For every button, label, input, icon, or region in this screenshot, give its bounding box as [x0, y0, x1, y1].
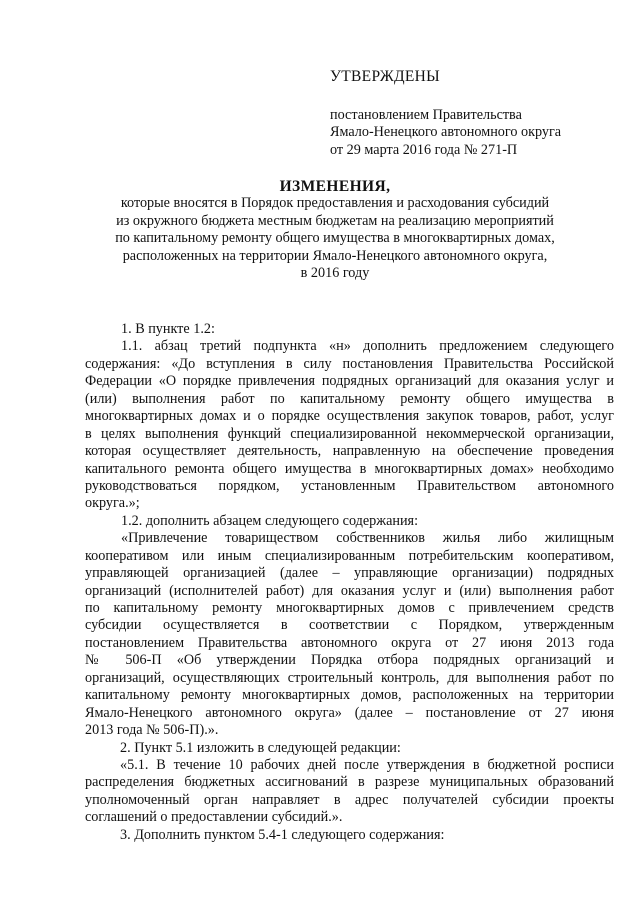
body-line: «Привлечение товариществом собственников жилья либо жилищным — [121, 530, 614, 547]
subtitle-line: по капитальному ремонту общего имущества в многоквартирных домах, — [115, 230, 555, 247]
body-line: постановлением Правительства автономного округа от 27 июня 2013 года — [85, 634, 614, 651]
body-line: 2013 года № 506-П).». — [85, 722, 219, 739]
subtitle-line: которые вносятся в Порядок предоставления и расходования субсидий — [120, 195, 550, 212]
body-line: 1.2. дополнить абзацем следующего содержания: — [121, 512, 419, 529]
body-line: по капитальному ремонту многоквартирных домов с привлечением средств — [85, 600, 614, 616]
body-line: № 506-П «Об утверждении Порядка отбора подрядных организаций и — [85, 652, 614, 669]
document-title: ИЗМЕНЕНИЯ, — [279, 178, 391, 195]
body-line: которая осуществляет деятельность, направленную на обеспечение проведения — [85, 443, 614, 460]
body-line: (или) выполнения работ по капитальному ремонту общего имущества в — [85, 390, 614, 407]
body-line: содержания: «До вступления в силу постановления Правительства Российской — [85, 355, 614, 372]
subtitle-line: из окружного бюджета местным бюджетам на реализацию мероприятий — [116, 212, 554, 229]
body-line: многоквартирных домах и о порядке осуществления закупок товаров, работ, услуг — [85, 408, 614, 425]
approval-line: постановлением Правительства — [330, 106, 522, 123]
approval-line: от 29 марта 2016 года № 271-П — [330, 141, 518, 158]
body-line: кооперативом или иным специализированным потребительским кооперативом, — [85, 547, 614, 564]
body-line: капитального ремонта общего имущества в многоквартирных домах» необходимо — [85, 460, 614, 477]
body-line: в целях выполнения функций специализированной некоммерческой организации, — [85, 425, 614, 442]
body-line: 3. Дополнить пунктом 5.4-1 следующего содержания: — [120, 826, 445, 843]
body-line: распределения бюджетных ассигнований в разрезе муниципальных образований — [85, 774, 614, 791]
subtitle-line: в 2016 году — [300, 265, 370, 282]
body-line: Ямало-Ненецкого автономного округа» (далее – постановление от 27 июня — [85, 704, 614, 721]
approval-line: Ямало-Ненецкого автономного округа — [330, 124, 562, 140]
body-line: организаций, осуществляющих строительный контроль, для выполнения работ по — [85, 669, 614, 686]
document-body — [85, 321, 614, 844]
body-line: 1.1. абзац третий подпункта «н» дополнить предложением следующего — [121, 338, 614, 355]
document-title-block — [100, 178, 570, 282]
body-line: уполномоченный орган направляет в адрес получателей субсидии проекты — [85, 791, 614, 808]
approval-heading: УТВЕРЖДЕНЫ — [330, 68, 440, 85]
body-line: соглашений о предоставлении субсидий.». — [85, 809, 343, 826]
body-line: организаций (исполнителей работ) для оказания услуг и (или) выполнения работ — [85, 582, 614, 599]
body-line: «5.1. В течение 10 рабочих дней после утверждения в бюджетной росписи — [120, 756, 614, 773]
body-line: субсидии осуществляется в соответствии с Порядком, утвержденным — [85, 617, 614, 634]
body-line: 1. В пункте 1.2: — [121, 321, 215, 337]
body-line: управляющей организацией (далее – управляющие организации) подрядных — [85, 565, 614, 582]
body-line: 2. Пункт 5.1 изложить в следующей редакции: — [120, 739, 401, 756]
approval-block — [330, 68, 620, 159]
body-line: Федерации «О порядке привлечения подрядных организаций для оказания услуг и — [85, 373, 614, 390]
body-line: округа.»; — [85, 495, 140, 512]
body-line: капитальному ремонту многоквартирных домов, расположенных на территории — [85, 687, 614, 704]
subtitle-line: расположенных на территории Ямало-Ненецкого автономного округа, — [122, 247, 548, 264]
body-line: руководствоваться порядком, установленным Правительством автономного — [85, 477, 614, 494]
